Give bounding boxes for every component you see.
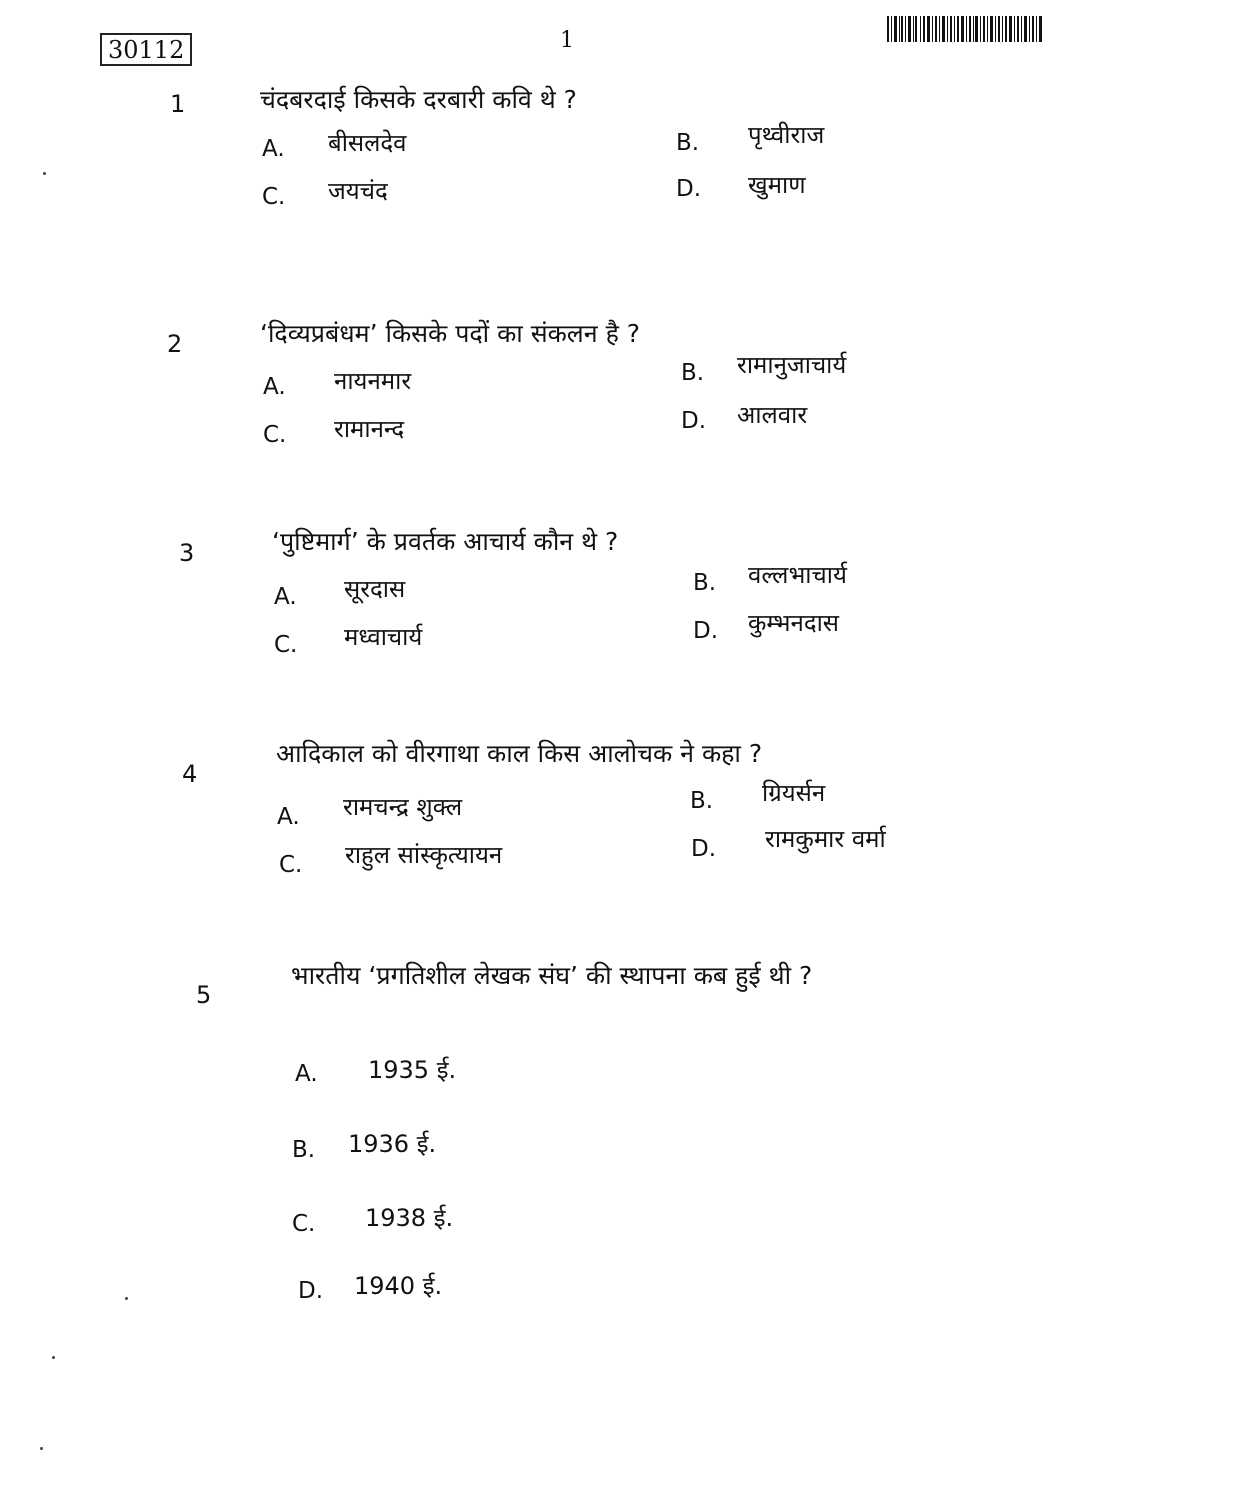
option-label-a: A. xyxy=(277,804,300,830)
paper-code-box: 30112 xyxy=(100,33,192,66)
option-label-b: B. xyxy=(676,130,700,156)
question-text: ‘पुष्टिमार्ग’ के प्रवर्तक आचार्य कौन थे ? xyxy=(272,527,619,556)
option-text-c: 1938 ई. xyxy=(365,1204,454,1232)
option-text-d: 1940 ई. xyxy=(354,1272,443,1300)
option-text-c: जयचंद xyxy=(328,177,388,205)
option-text-d: कुम्भनदास xyxy=(748,609,840,637)
option-text-a: रामचन्द्र शुक्ल xyxy=(343,793,463,821)
option-text-a: सूरदास xyxy=(344,575,406,603)
scan-speck xyxy=(40,1447,43,1450)
option-text-c: राहुल सांस्कृत्यायन xyxy=(345,841,503,869)
option-label-a: A. xyxy=(262,136,285,162)
option-text-b: रामानुजाचार्य xyxy=(737,351,847,379)
page-number: 1 xyxy=(560,28,574,53)
question-number: 5 xyxy=(196,981,212,1009)
option-text-a: 1935 ई. xyxy=(368,1056,457,1084)
option-label-d: D. xyxy=(676,176,702,202)
question-text: चंदबरदाई किसके दरबारी कवि थे ? xyxy=(260,85,577,114)
option-label-b: B. xyxy=(693,570,717,596)
option-text-c: रामानन्द xyxy=(334,415,405,443)
option-text-b: पृथ्वीराज xyxy=(748,121,825,149)
option-text-b: ग्रियर्सन xyxy=(762,779,826,807)
option-label-c: C. xyxy=(274,632,298,658)
option-label-c: C. xyxy=(279,852,303,878)
option-text-c: मध्वाचार्य xyxy=(344,623,423,651)
option-label-d: D. xyxy=(298,1278,324,1304)
option-text-d: आलवार xyxy=(737,401,808,429)
question-text: भारतीय ‘प्रगतिशील लेखक संघ’ की स्थापना कब हुई थी ? xyxy=(291,961,813,990)
scan-speck xyxy=(43,172,46,175)
option-label-a: A. xyxy=(274,584,297,610)
option-label-d: D. xyxy=(691,836,717,862)
option-label-c: C. xyxy=(292,1211,316,1237)
option-label-c: C. xyxy=(263,422,287,448)
question-number: 3 xyxy=(179,539,195,567)
option-label-b: B. xyxy=(292,1137,316,1163)
option-label-a: A. xyxy=(263,374,286,400)
option-label-b: B. xyxy=(690,788,714,814)
barcode-image xyxy=(887,16,1042,42)
option-label-d: D. xyxy=(693,618,719,644)
scan-speck xyxy=(125,1297,128,1300)
option-text-a: बीसलदेव xyxy=(328,129,407,157)
option-label-a: A. xyxy=(295,1061,318,1087)
option-label-d: D. xyxy=(681,408,707,434)
question-number: 4 xyxy=(182,760,198,788)
option-label-c: C. xyxy=(262,184,286,210)
scan-speck xyxy=(52,1356,55,1359)
option-text-d: रामकुमार वर्मा xyxy=(765,825,886,853)
option-text-d: खुमाण xyxy=(748,171,806,199)
question-number: 2 xyxy=(167,330,183,358)
option-text-b: 1936 ई. xyxy=(348,1130,437,1158)
question-text: ‘दिव्यप्रबंधम’ किसके पदों का संकलन है ? xyxy=(260,319,641,348)
option-text-b: वल्लभाचार्य xyxy=(748,561,847,589)
question-text: आदिकाल को वीरगाथा काल किस आलोचक ने कहा ? xyxy=(276,739,763,768)
question-number: 1 xyxy=(170,90,186,118)
option-label-b: B. xyxy=(681,360,705,386)
option-text-a: नायनमार xyxy=(334,367,412,395)
